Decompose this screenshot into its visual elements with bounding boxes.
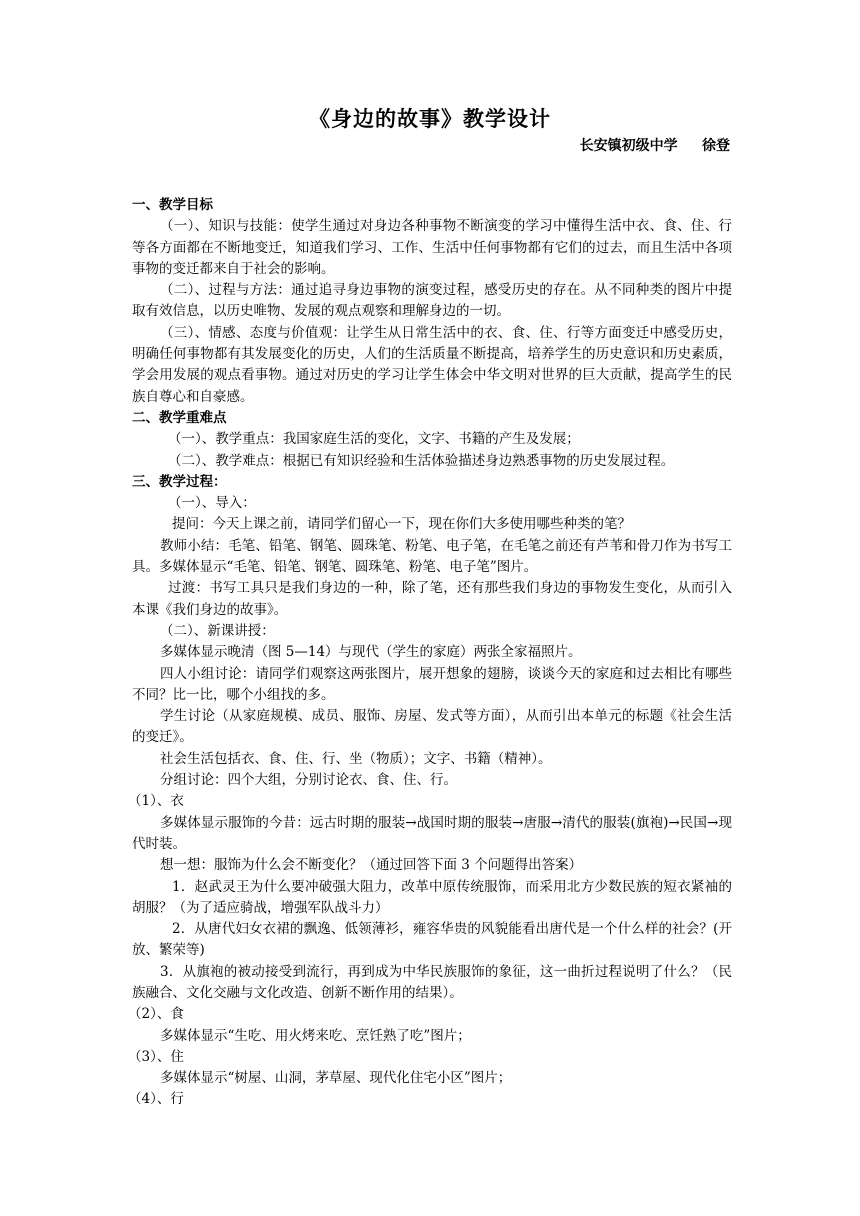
body-paragraph: 多媒体显示服饰的今昔：远古时期的服装→战国时期的服装→唐服→清代的服装(旗袍)→民国→现代时装。 [132,814,732,852]
body-paragraph: 提问：今天上课之前，请同学们留心一下，现在你们大多使用哪些种类的笔？ [172,516,631,533]
body-paragraph: 多媒体显示“生吃、用火烤来吃、烹饪熟了吃”图片； [160,1027,471,1044]
body-paragraph: （一）、教学重点：我国家庭生活的变化，文字、书籍的产生及发展； [168,431,580,448]
body-paragraph: （4）、行 [128,1091,184,1108]
body-paragraph: 多媒体显示晚清（图 5—14）与现代（学生的家庭）两张全家福照片。 [160,644,582,661]
body-paragraph: （二）、新课讲授： [160,622,275,639]
body-paragraph: （一）、知识与技能：使学生通过对身边各种事物不断演变的学习中懂得生活中衣、食、住、行等各方面都在不断地变迁，知道我们学习、工作、生活中任何事物都有它们的过去，而且生活中各项事物的变迁都来自于社会的影响。 [132,218,732,277]
body-paragraph: 四人小组讨论：请同学们观察这两张图片，展开想象的翅膀，谈谈今天的家庭和过去相比有哪些不同？比一比，哪个小组找的多。 [132,665,732,703]
body-paragraph: 3．从旗袍的被动接受到流行，再到成为中华民族服饰的象征，这一曲折过程说明了什么？（民族融合、文化交融与文化改造、创新不断作用的结果）。 [132,963,732,1001]
document-body [128,195,732,1111]
body-paragraph: 想一想：服饰为什么会不断变化？（通过回答下面 3 个问题得出答案） [160,857,583,874]
body-paragraph: （二）、教学难点：根据已有知识经验和生活体验描述身边熟悉事物的历史发展过程。 [168,452,675,469]
body-paragraph: 教师小结：毛笔、铅笔、钢笔、圆珠笔、粉笔、电子笔，在毛笔之前还有芦苇和骨刀作为书写工具。多媒体显示“毛笔、铅笔、钢笔、圆珠笔、粉笔、电子笔”图片。 [132,537,732,576]
body-paragraph: （3）、住 [128,1048,184,1065]
body-paragraph: （二）、过程与方法：通过追寻身边事物的演变过程，感受历史的存在。从不同种类的图片中提取有效信息，以历史唯物、发展的观点观察和理解身边的一切。 [132,282,732,320]
body-paragraph: （1）、衣 [128,793,184,810]
section-heading: 三、教学过程： [132,473,227,490]
section-heading: 二、教学重难点 [132,409,227,426]
body-paragraph: 2．从唐代妇女衣裙的飘逸、低领薄衫，雍容华贵的风貌能看出唐代是一个什么样的社会？(开放、繁荣等) [132,921,732,959]
body-paragraph: （一）、导入： [168,495,256,512]
body-paragraph: 分组讨论：四个大组，分别讨论衣、食、住、行。 [160,772,457,789]
body-paragraph: （2）、食 [128,1006,184,1023]
body-paragraph: 社会生活包括衣、食、住、行、坐（物质）；文字、书籍（精神）。 [160,750,552,767]
body-paragraph: （三）、情感、态度与价值观：让学生从日常生活中的衣、食、住、行等方面变迁中感受历史，明确任何事物都有其发展变化的历史，人们的生活质量不断提高，培养学生的历史意识和历史素质，学会用发展的观点看事物。通过对历史的学习让学生体会中华文明对世界的巨大贡献，提高学生的民族自尊心和自豪感。 [132,324,732,405]
body-paragraph: 学生讨论（从家庭规模、成员、服饰、房屋、发式等方面），从而引出本单元的标题《社会生活的变迁》。 [132,708,732,746]
body-paragraph: 过渡：书写工具只是我们身边的一种，除了笔，还有那些我们身边的事物发生变化，从而引入本课《我们身边的故事》。 [132,580,732,618]
section-heading: 一、教学目标 [132,197,213,213]
body-paragraph: 多媒体显示“树屋、山洞，茅草屋、现代化住宅小区”图片； [160,1070,512,1087]
body-paragraph: 1．赵武灵王为什么要冲破强大阻力，改革中原传统服饰，而采用北方少数民族的短衣紧袖的胡服？（为了适应骑战，增强军队战斗力） [132,878,732,916]
document-title: 《身边的故事》教学设计 [309,106,551,131]
author-line: 长安镇初级中学 徐登 [579,138,730,154]
